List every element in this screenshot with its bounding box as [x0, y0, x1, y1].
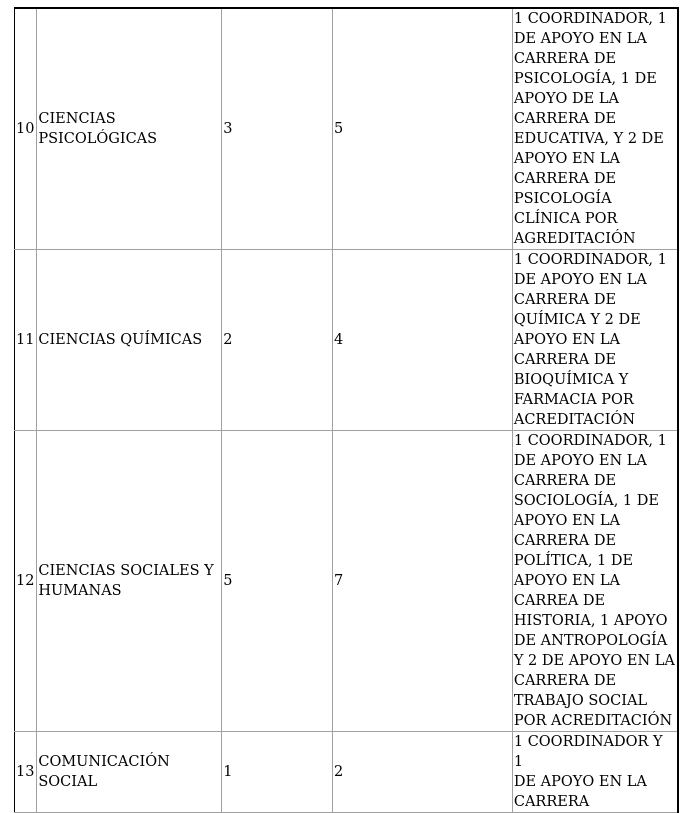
notes-cell — [512, 431, 678, 732]
count-b: 2 — [333, 732, 513, 813]
notes-text: 1 COORDINADOR, 1 DE APOYO EN LA CARRERA DE SOCIOLOGÍA, 1 DE APOYO EN LA CARRERA DE POLÍTICA, 1 DE APOYO EN LA CARREA DE HISTORIA, 1 APOYO DE ANTROPOLOGÍA Y 2 DE APOYO EN LA CARRERA DE TRABAJO SOCIAL POR ACREDITACIÓN — [513, 433, 675, 729]
table-row — [15, 431, 679, 732]
notes-cell — [512, 8, 678, 250]
notes-text: 1 COORDINADOR, 1 DE APOYO EN LA CARRERA DE QUÍMICA Y 2 DE APOYO EN LA CARRERA DE BIOQUÍMICA Y FARMACIA POR ACREDITACIÓN — [513, 252, 667, 428]
faculty-name: CIENCIAS QUÍMICAS — [37, 250, 222, 431]
notes-cell — [512, 732, 678, 813]
count-b: 5 — [333, 8, 513, 250]
faculty-name: COMUNICACIÓN SOCIAL — [37, 732, 222, 813]
count-b: 4 — [333, 250, 513, 431]
row-number: 12 — [15, 431, 37, 732]
count-b: 7 — [333, 431, 513, 732]
row-number: 10 — [15, 8, 37, 250]
faculty-staff-table — [14, 7, 679, 813]
row-number: 13 — [15, 732, 37, 813]
table-row — [15, 8, 679, 250]
notes-cell — [512, 250, 678, 431]
notes-text: 1 COORDINADOR Y 1 DE APOYO EN LA CARRERA — [513, 734, 663, 810]
notes-text: 1 COORDINADOR, 1 DE APOYO EN LA CARRERA DE PSICOLOGÍA, 1 DE APOYO DE LA CARRERA DE EDUCATIVA, Y 2 DE APOYO EN LA CARRERA DE PSICOLOGÍA CLÍNICA POR AGREDITACIÓN — [513, 11, 667, 247]
table-row — [15, 732, 679, 813]
count-a: 1 — [222, 732, 333, 813]
count-a: 2 — [222, 250, 333, 431]
count-a: 3 — [222, 8, 333, 250]
count-a: 5 — [222, 431, 333, 732]
table-row — [15, 250, 679, 431]
row-number: 11 — [15, 250, 37, 431]
faculty-name: CIENCIAS SOCIALES Y HUMANAS — [37, 431, 222, 732]
faculty-name: CIENCIAS PSICOLÓGICAS — [37, 8, 222, 250]
